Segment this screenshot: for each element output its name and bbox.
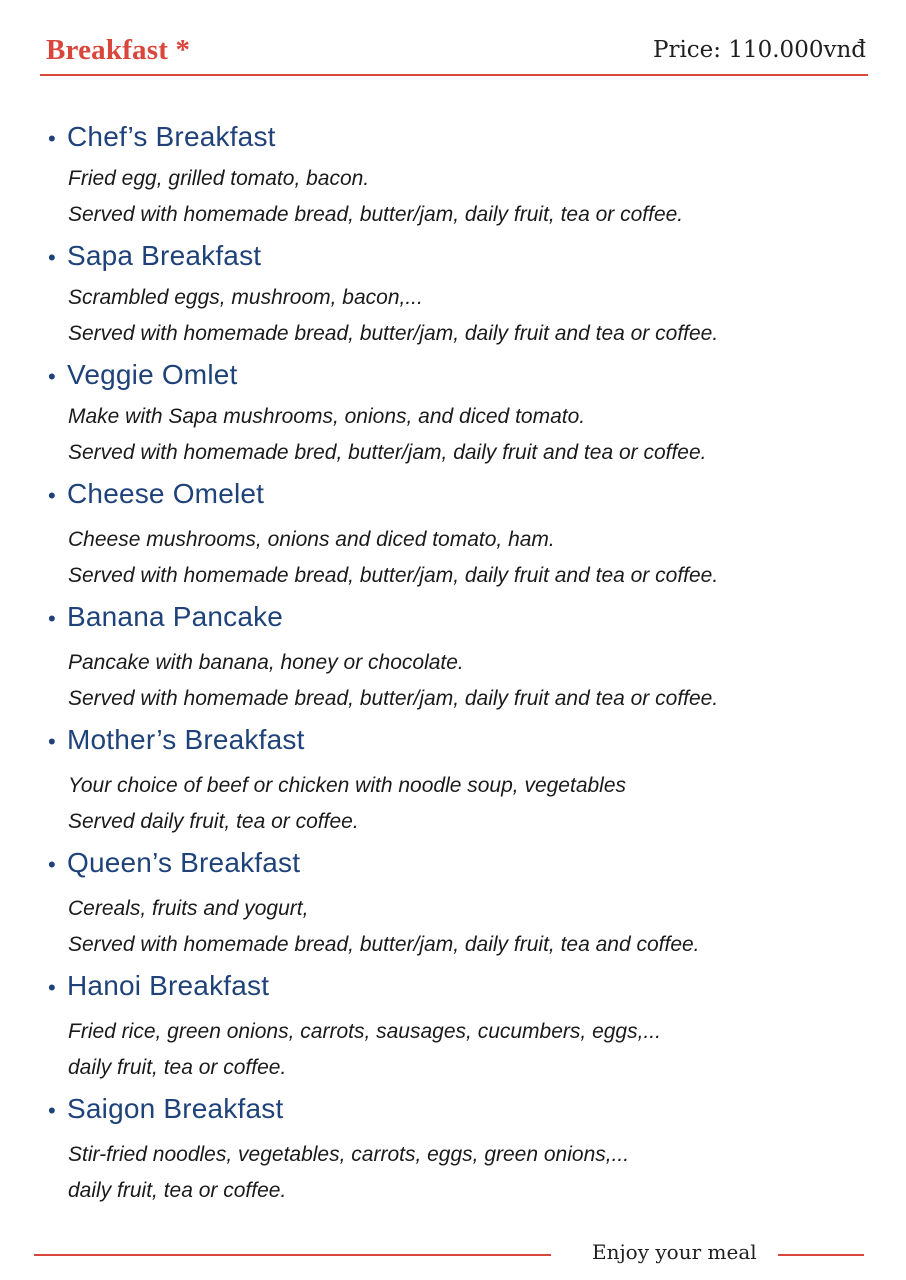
menu-item — [48, 478, 868, 601]
menu-item — [48, 121, 868, 240]
menu-item-description: Served daily fruit, tea or coffee. — [68, 810, 359, 833]
breakfast-menu-list — [48, 121, 868, 1209]
menu-item-name: Hanoi Breakfast — [67, 970, 270, 1001]
menu-header — [40, 28, 868, 76]
menu-item-description: Fried egg, grilled tomato, bacon. — [68, 167, 370, 190]
menu-item-name: Queen’s Breakfast — [67, 847, 301, 878]
menu-item — [48, 970, 868, 1093]
page-title: Breakfast * — [46, 34, 191, 66]
menu-item-description: Stir-fried noodles, vegetables, carrots, eggs, green onions,... — [68, 1143, 630, 1166]
menu-item-name: Saigon Breakfast — [67, 1093, 284, 1124]
bullet-icon: • — [48, 852, 56, 877]
menu-item — [48, 359, 868, 478]
menu-item-name: Cheese Omelet — [67, 478, 265, 509]
menu-item-description: Served with homemade bread, butter/jam, daily fruit, tea or coffee. — [68, 203, 684, 226]
menu-item-name: Veggie Omlet — [67, 359, 238, 390]
menu-item-description: Served with homemade bread, butter/jam, daily fruit, tea and coffee. — [68, 933, 700, 956]
bullet-icon: • — [48, 364, 56, 389]
bullet-icon: • — [48, 729, 56, 754]
menu-item-description: Scrambled eggs, mushroom, bacon,... — [68, 286, 423, 309]
menu-item — [48, 240, 868, 359]
menu-item-description: Served with homemade bread, butter/jam, daily fruit and tea or coffee. — [68, 322, 719, 345]
footer-divider-left — [34, 1254, 551, 1256]
menu-item-description: Fried rice, green onions, carrots, sausages, cucumbers, eggs,... — [68, 1020, 661, 1043]
menu-item-description: Cereals, fruits and yogurt, — [68, 897, 309, 920]
menu-item — [48, 724, 868, 847]
bullet-icon: • — [48, 1098, 56, 1123]
menu-item-description: daily fruit, tea or coffee. — [68, 1179, 287, 1202]
menu-item-description: daily fruit, tea or coffee. — [68, 1056, 287, 1079]
bullet-icon: • — [48, 245, 56, 270]
menu-item-description: Served with homemade bread, butter/jam, daily fruit and tea or coffee. — [68, 564, 719, 587]
footer-divider-right — [778, 1254, 864, 1256]
menu-item-description: Served with homemade bread, butter/jam, daily fruit and tea or coffee. — [68, 687, 719, 710]
menu-item-description: Pancake with banana, honey or chocolate. — [68, 651, 464, 674]
menu-item-description: Served with homemade bred, butter/jam, daily fruit and tea or coffee. — [68, 441, 707, 464]
menu-item-name: Banana Pancake — [67, 601, 284, 632]
menu-item-description: Your choice of beef or chicken with noodle soup, vegetables — [68, 774, 627, 797]
menu-item-name: Mother’s Breakfast — [67, 724, 305, 755]
bullet-icon: • — [48, 126, 56, 151]
bullet-icon: • — [48, 975, 56, 1000]
menu-item — [48, 847, 868, 970]
menu-item-name: Sapa Breakfast — [67, 240, 262, 271]
footer-text: Enjoy your meal — [592, 1240, 757, 1264]
bullet-icon: • — [48, 483, 56, 508]
bullet-icon: • — [48, 606, 56, 631]
price-label: Price: 110.000vnđ — [652, 37, 866, 63]
menu-item-description: Cheese mushrooms, onions and diced tomato, ham. — [68, 528, 555, 551]
menu-item — [48, 1093, 868, 1209]
menu-item-name: Chef’s Breakfast — [67, 121, 276, 152]
menu-item — [48, 601, 868, 724]
menu-item-description: Make with Sapa mushrooms, onions, and diced tomato. — [68, 405, 586, 428]
